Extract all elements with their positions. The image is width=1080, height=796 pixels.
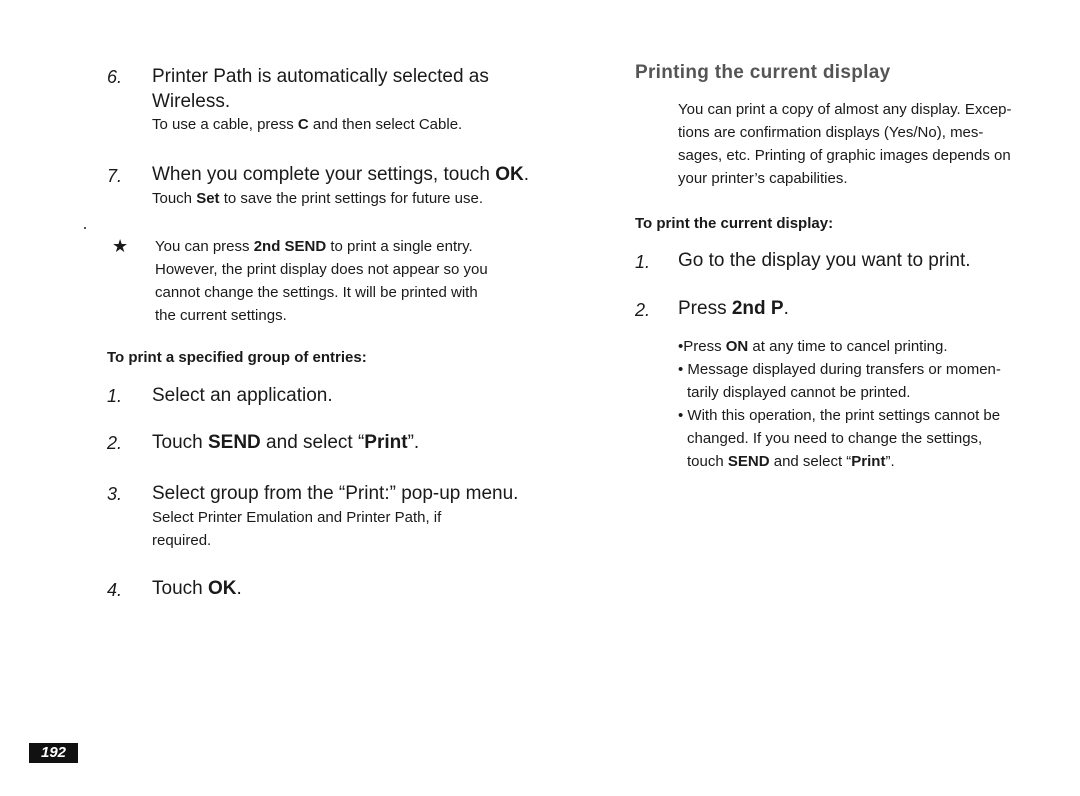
tip-line-1: You can press 2nd SEND to print a single entry.	[155, 238, 473, 255]
step-6-line-1: Printer Path is automatically selected as	[152, 66, 489, 87]
step-3-subtext: Select Printer Emulation and Printer Path, if required.	[152, 509, 442, 549]
key-set: Set	[196, 190, 220, 207]
step-2-text: Touch SEND and select “Print”.	[152, 432, 420, 453]
step-6-line-2: Wireless.	[152, 91, 231, 112]
step-2-number: 2.	[107, 433, 123, 453]
bullet-3-line-1: • With this operation, the print settings cannot be	[678, 407, 1001, 424]
r-step-2-number: 2.	[635, 300, 651, 320]
tip-line-3: cannot change the settings. It will be printed with	[155, 284, 478, 301]
intro-paragraph: You can print a copy of almost any display. Excep- tions are confirmation displays (Yes/No), mes- sages, etc. Printing of graphic images depends on your printer’s capabilities.	[678, 101, 1012, 187]
bullet-2-line-1: • Message displayed during transfers or momen-	[678, 361, 1001, 378]
bullet-3-line-2: changed. If you need to change the settings,	[687, 430, 983, 447]
step-1-number: 1.	[107, 386, 123, 406]
key-ok: OK	[495, 164, 524, 185]
bullet-2-line-2: tarily displayed cannot be printed.	[687, 384, 911, 401]
r-step-2-text: Press 2nd P.	[678, 298, 789, 319]
key-c: C	[297, 116, 309, 133]
step-6-number: 6.	[107, 67, 123, 87]
page-number: 192	[29, 743, 78, 763]
r-step-1-text: Go to the display you want to print.	[678, 250, 971, 271]
step-3-text: Select group from the “Print:” pop-up menu.	[152, 483, 519, 504]
step-6-subtext: To use a cable, press C and then select Cable.	[152, 116, 463, 133]
step-7-subtext: Touch Set to save the print settings for future use.	[152, 190, 484, 207]
subhead-current-display: To print the current display:	[635, 215, 834, 232]
tip-line-2: However, the print display does not appear so you	[155, 261, 488, 278]
step-7-text: When you complete your settings, touch OK.	[152, 164, 530, 185]
step-4-number: 4.	[107, 580, 123, 600]
step-6-text	[152, 64, 552, 114]
bullet-1: •Press ON at any time to cancel printing.	[678, 338, 948, 355]
r-step-1-number: 1.	[635, 252, 651, 272]
tip-note	[155, 235, 555, 327]
step-7-number: 7.	[107, 166, 123, 186]
step-1-text: Select an application.	[152, 385, 333, 406]
bullet-list	[678, 335, 1068, 473]
tip-line-4: the current settings.	[155, 307, 287, 324]
bullet-3-line-3: touch SEND and select “Print”.	[687, 453, 895, 470]
step-3-number: 3.	[107, 484, 123, 504]
star-icon: ★	[112, 236, 129, 256]
subhead-group-entries: To print a specified group of entries:	[107, 349, 367, 366]
step-4-text: Touch OK.	[152, 578, 242, 599]
section-title: Printing the current display	[635, 62, 891, 83]
stray-dot	[84, 227, 86, 229]
